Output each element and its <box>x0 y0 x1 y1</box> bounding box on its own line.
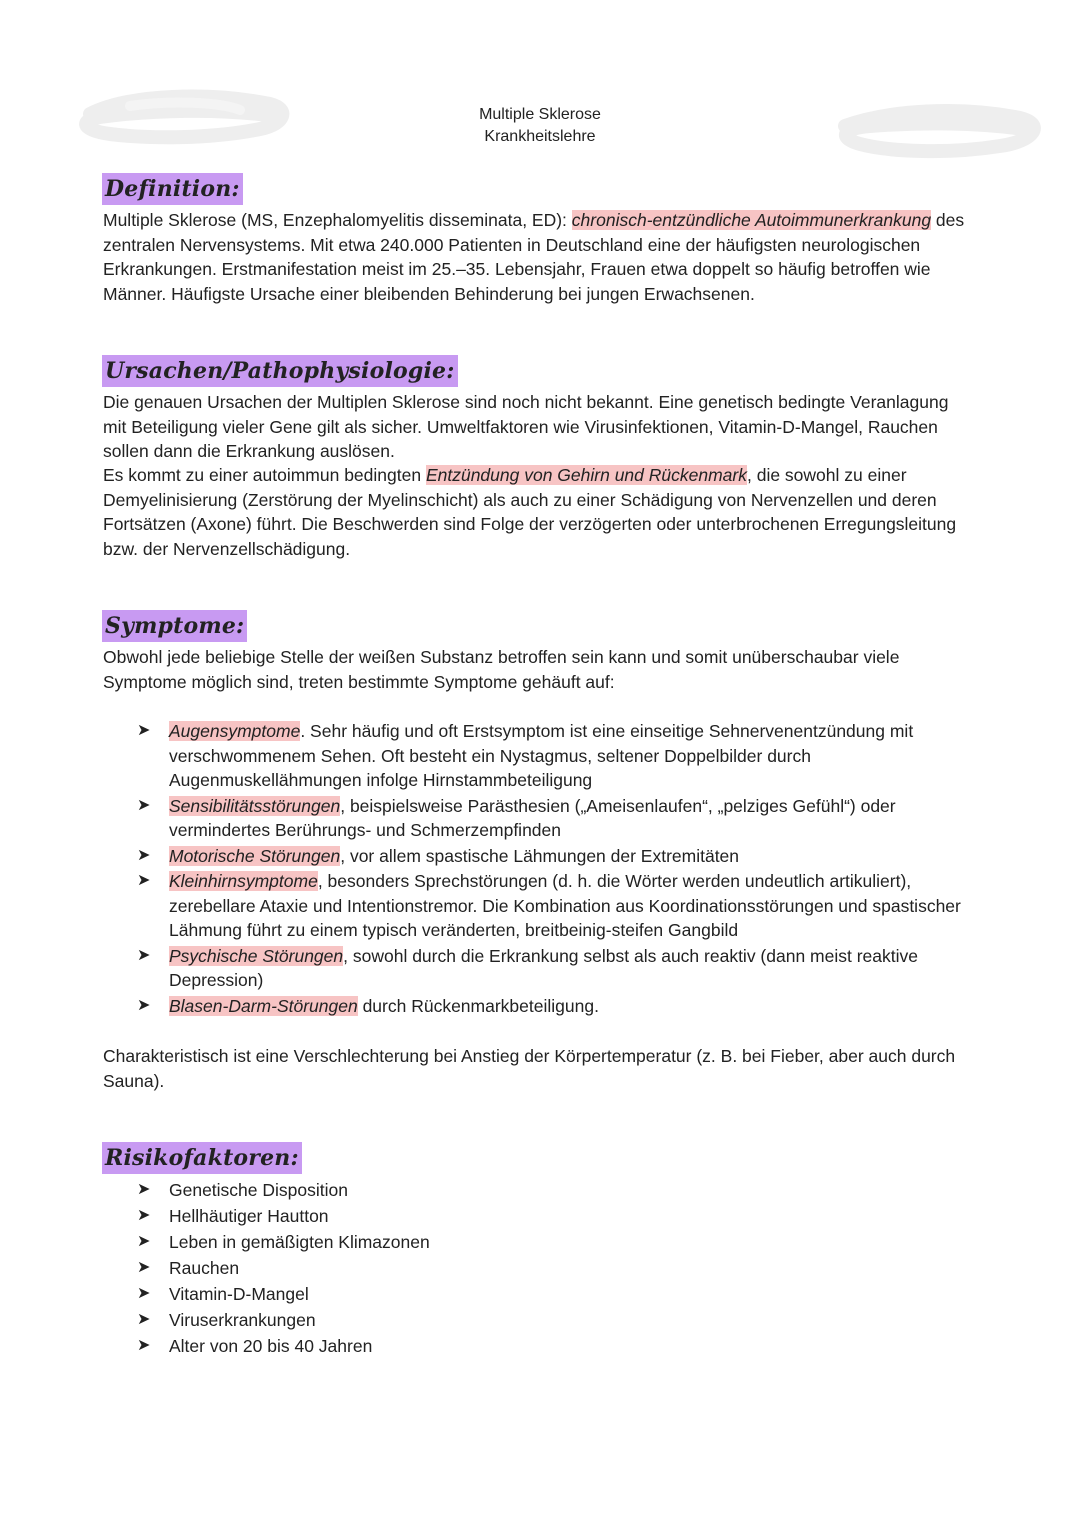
arrow-bullet-icon: ➤ <box>137 1207 151 1224</box>
symptom-text: , besonders Sprechstörungen (d. h. die Wörter werden undeutlich artikuliert), zerebellare Ataxie und Intentionstremor. Die Kombination aus Koordinationsstörungen und spastischer Lähmung führt zu einem typisch veränderten, breitbeinig-steifen Gangbild <box>169 871 961 940</box>
definition-lead: Multiple Sklerose (MS, Enzephalomyelitis disseminata, ED): <box>103 210 572 230</box>
symptome-intro: Obwohl jede beliebige Stelle der weißen Substanz betroffen sein kann und somit unüberschaubar viele Symptome möglich sind, treten bestimmte Symptome gehäuft auf: <box>103 647 900 692</box>
symptom-item <box>103 719 975 793</box>
arrow-bullet-icon: ➤ <box>137 846 151 864</box>
symptom-item <box>103 794 975 843</box>
risk-factor-text: Rauchen <box>169 1258 240 1278</box>
definition-rest: des zentralen Nervensystems. Mit etwa 240.000 Patienten in Deutschland eine der häufigsten neurologischen Erkrankungen. Erstmanifestation meist im 25.–35. Lebensjahr, Frauen etwa doppelt so häufig betroffen wie Männer. Häufigste Ursache einer bleibenden Behinderung bei jungen Erwachsenen. <box>103 210 965 304</box>
risk-factor-item <box>103 1256 975 1281</box>
symptome-outro: Charakteristisch ist eine Verschlechterung bei Anstieg der Körpertemperatur (z. B. bei Fieber, aber auch durch Sauna). <box>103 1046 956 1091</box>
document-header <box>0 104 1080 148</box>
symptom-term: Blasen-Darm-Störungen <box>169 995 358 1016</box>
risk-factor-item <box>103 1308 975 1333</box>
arrow-bullet-icon: ➤ <box>137 1337 151 1354</box>
symptom-term: Psychische Störungen <box>169 945 344 966</box>
risk-factor-text: Hellhäutiger Hautton <box>169 1206 329 1226</box>
symptom-text: , sowohl durch die Erkrankung selbst als auch reaktiv (dann meist reaktive Depression) <box>169 945 919 990</box>
symptom-list <box>103 719 975 1019</box>
symptom-text: , vor allem spastische Lähmungen der Extremitäten <box>340 845 740 866</box>
risk-factor-text: Genetische Disposition <box>169 1180 348 1200</box>
heading-risikofaktoren: Risikofaktoren: <box>102 1142 302 1174</box>
arrow-bullet-icon: ➤ <box>137 996 151 1014</box>
symptom-text: durch Rückenmarkbeteiligung. <box>357 995 599 1016</box>
ursachen-rest: , die sowohl zu einer Demyelinisierung (Zerstörung der Myelinschicht) als auch zu einer Schädigung von Nervenzellen und deren Fortsätzen (Axone) führt. Die Beschwerden sind Folge der verzögerten oder unterbrochenen Erregungsleitung bzw. der Nervenzellschädigung. <box>103 465 957 559</box>
symptom-term: Augensymptome <box>169 721 301 741</box>
ursachen-lead: Es kommt zu einer autoimmun bedingten <box>103 465 426 485</box>
risk-factor-list <box>103 1178 975 1360</box>
symptom-item <box>103 994 975 1019</box>
risk-factor-text: Viruserkrankungen <box>169 1310 316 1330</box>
symptom-text: , beispielsweise Parästhesien („Ameisenlaufen“, „pelziges Gefühl“) oder vermindertes Berührungs- und Schmerzempfinden <box>169 795 896 840</box>
risk-factor-text: Alter von 20 bis 40 Jahren <box>169 1336 373 1356</box>
arrow-bullet-icon: ➤ <box>137 946 151 964</box>
heading-definition: Definition: <box>102 173 243 205</box>
definition-paragraph <box>103 208 975 306</box>
document-subtitle: Krankheitslehre <box>484 128 596 145</box>
risk-factor-item <box>103 1204 975 1229</box>
symptom-item <box>103 844 975 869</box>
risk-factor-item <box>103 1178 975 1203</box>
symptom-text: . Sehr häufig und oft Erstsymptom ist eine einseitige Sehnervenentzündung mit verschwommenem Sehen. Oft besteht ein Nystagmus, seltener Doppelbilder durch Augenmuskellähmungen infolge Hirnstammbeteiligung <box>169 721 914 790</box>
arrow-bullet-icon: ➤ <box>137 796 151 814</box>
symptom-item <box>103 944 975 993</box>
arrow-bullet-icon: ➤ <box>137 1181 151 1198</box>
arrow-bullet-icon: ➤ <box>137 1285 151 1302</box>
risk-factor-item <box>103 1282 975 1307</box>
risk-factor-text: Vitamin-D-Mangel <box>169 1284 309 1304</box>
arrow-bullet-icon: ➤ <box>137 1259 151 1276</box>
symptom-item <box>103 869 975 943</box>
risk-factor-text: Leben in gemäßigten Klimazonen <box>169 1232 430 1252</box>
symptom-term: Motorische Störungen <box>169 845 341 866</box>
ursachen-paragraph-2 <box>103 463 975 561</box>
heading-symptome: Symptome: <box>102 610 247 642</box>
risk-factor-item <box>103 1334 975 1359</box>
heading-ursachen: Ursachen/Pathophysiologie: <box>102 355 458 387</box>
ursachen-highlight: Entzündung von Gehirn und Rückenmark <box>425 465 747 485</box>
ursachen-paragraph-1: Die genauen Ursachen der Multiplen Sklerose sind noch nicht bekannt. Eine genetisch bedingte Veranlagung mit Beteiligung vieler Gene gilt als sicher. Umweltfaktoren wie Virusinfektionen, Vitamin-D-Mangel, Rauchen sollen dann die Erkrankung auslösen. <box>103 392 949 461</box>
arrow-bullet-icon: ➤ <box>137 722 151 739</box>
symptom-term: Kleinhirnsymptome <box>169 871 318 891</box>
risk-factor-item <box>103 1230 975 1255</box>
arrow-bullet-icon: ➤ <box>137 1311 151 1328</box>
document-title: Multiple Sklerose <box>479 106 601 123</box>
arrow-bullet-icon: ➤ <box>137 872 151 889</box>
definition-highlight: chronisch-entzündliche Autoimmunerkrankung <box>571 210 932 230</box>
arrow-bullet-icon: ➤ <box>137 1233 151 1250</box>
symptom-term: Sensibilitätsstörungen <box>169 795 341 816</box>
